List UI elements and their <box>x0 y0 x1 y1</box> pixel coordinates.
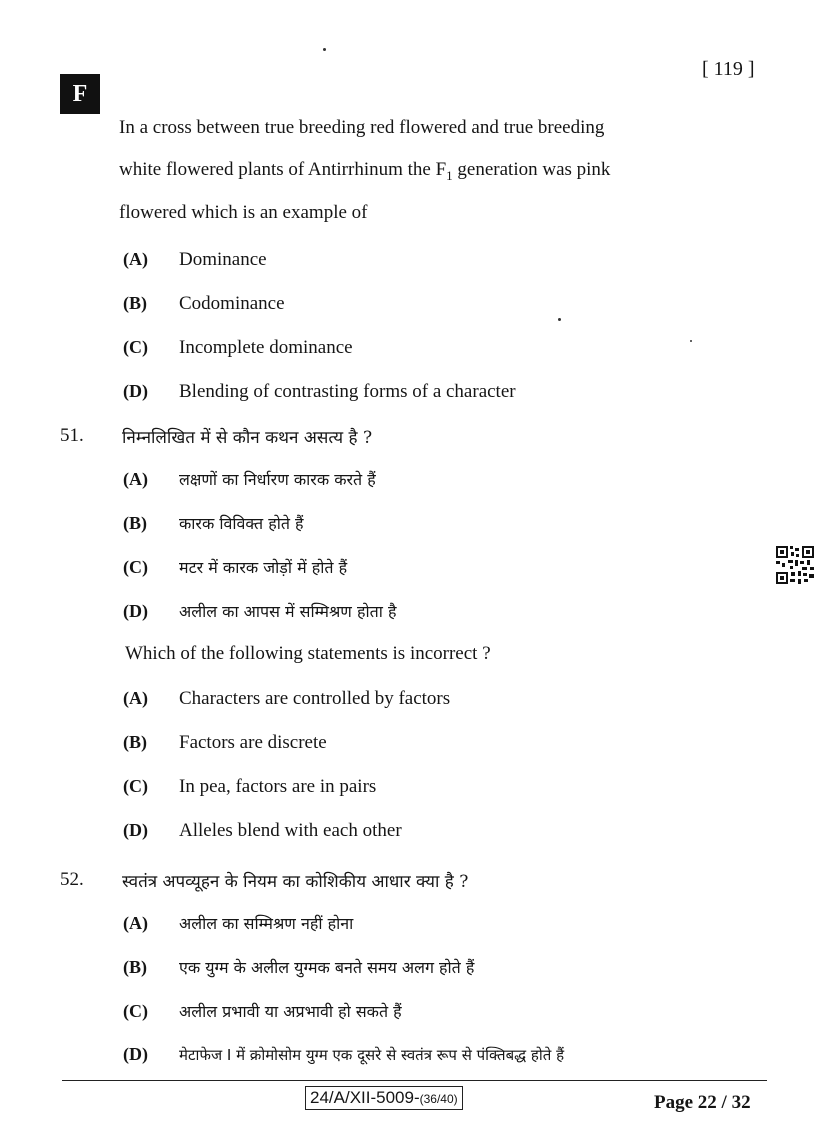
option-text: एक युग्म के अलील युग्मक बनते समय अलग होते हैं <box>179 958 475 977</box>
option-text: अलील का सम्मिश्रण नहीं होना <box>179 914 354 933</box>
footer-divider <box>62 1080 767 1081</box>
q51-english-option-c[interactable] <box>123 776 376 798</box>
option-text: Characters are controlled by factors <box>179 688 451 709</box>
q50-stem-text: white flowered plants of Antirrhinum the F <box>119 159 447 180</box>
option-label: (C) <box>123 776 148 796</box>
option-text: Dominance <box>179 249 267 270</box>
q51-english-option-b[interactable] <box>123 732 327 754</box>
option-text: अलील का आपस में सम्मिश्रण होता है <box>179 602 397 621</box>
q51-number: 51. <box>60 425 84 446</box>
option-label: (D) <box>123 381 148 401</box>
q51-english-option-a[interactable] <box>123 688 450 710</box>
option-label: (A) <box>123 688 148 708</box>
option-text: Incomplete dominance <box>179 337 353 358</box>
option-text: Factors are discrete <box>179 732 327 753</box>
q50-subscript: 1 <box>446 167 453 183</box>
option-label: (D) <box>123 601 148 621</box>
option-label: (B) <box>123 732 147 752</box>
qr-code-icon <box>776 546 814 584</box>
q50-option-b[interactable] <box>123 293 285 315</box>
q51-english-stem: Which of the following statements is incorrect ? <box>125 643 491 664</box>
option-text: मेटाफेज I में क्रोमोसोम युग्म एक दूसरे से स्वतंत्र रूप से पंक्तिबद्ध होते हैं <box>179 1046 565 1064</box>
scan-speck <box>690 340 692 342</box>
scan-speck <box>323 48 326 51</box>
option-text: कारक विविक्त होते हैं <box>179 514 304 533</box>
option-text: Codominance <box>179 293 285 314</box>
option-label: (C) <box>123 557 148 577</box>
q52-number: 52. <box>60 869 84 890</box>
option-text: अलील प्रभावी या अप्रभावी हो सकते हैं <box>179 1002 402 1021</box>
q51-hindi-stem: निम्नलिखित में से कौन कथन असत्य है ? <box>122 428 373 448</box>
set-letter-badge <box>60 74 100 114</box>
q51-hindi-option-b[interactable] <box>123 512 304 534</box>
set-letter: F <box>72 80 88 107</box>
option-label: (B) <box>123 957 147 977</box>
paper-code-small: (36/40) <box>419 1092 458 1106</box>
option-label: (A) <box>123 913 148 933</box>
option-label: (B) <box>123 513 147 533</box>
option-text: मटर में कारक जोड़ों में होते हैं <box>179 558 348 577</box>
code-number: [ 119 ] <box>702 58 755 80</box>
q50-option-a[interactable] <box>123 249 267 271</box>
option-label: (C) <box>123 1001 148 1021</box>
q52-hindi-option-b[interactable] <box>123 956 474 978</box>
q50-stem-line-3: flowered which is an example of <box>119 202 368 223</box>
option-label: (D) <box>123 820 148 840</box>
q50-stem-line-2 <box>119 160 769 186</box>
q51-english-option-d[interactable] <box>123 820 402 842</box>
q51-hindi-option-a[interactable] <box>123 468 376 490</box>
option-label: (B) <box>123 293 147 313</box>
q51-hindi-option-c[interactable] <box>123 556 347 578</box>
option-label: (C) <box>123 337 148 357</box>
option-text: In pea, factors are in pairs <box>179 776 377 797</box>
q52-hindi-option-a[interactable] <box>123 912 353 934</box>
q52-hindi-stem: स्वतंत्र अपव्यूहन के नियम का कोशिकीय आधार क्या है ? <box>122 872 469 892</box>
q50-stem-text-cont: generation was pink <box>452 159 611 180</box>
paper-code-text: 24/A/XII-5009- <box>310 1088 420 1107</box>
option-text: लक्षणों का निर्धारण कारक करते हैं <box>179 470 376 489</box>
option-text: Alleles blend with each other <box>179 820 402 841</box>
q52-hindi-option-c[interactable] <box>123 1000 402 1022</box>
option-label: (A) <box>123 469 148 489</box>
scan-speck <box>558 318 561 321</box>
option-label: (D) <box>123 1044 148 1064</box>
q50-stem-line-1: In a cross between true breeding red flowered and true breeding <box>119 117 605 138</box>
option-label: (A) <box>123 249 148 269</box>
q51-hindi-option-d[interactable] <box>123 600 396 622</box>
page-number: Page 22 / 32 <box>654 1092 751 1113</box>
paper-code <box>305 1086 463 1110</box>
q52-hindi-option-d[interactable] <box>123 1044 564 1065</box>
q50-option-c[interactable] <box>123 337 353 359</box>
q50-option-d[interactable] <box>123 381 516 403</box>
option-text: Blending of contrasting forms of a character <box>179 381 516 402</box>
